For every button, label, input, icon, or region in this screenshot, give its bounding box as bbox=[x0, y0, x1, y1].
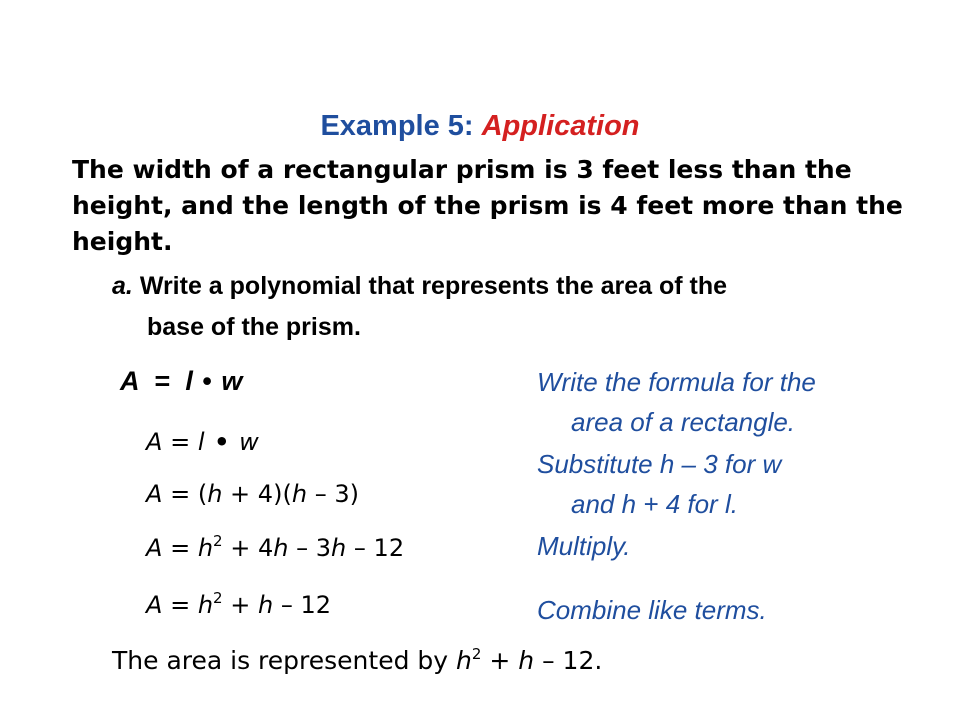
note-multiply: Multiply. bbox=[537, 531, 631, 561]
formula-w: w bbox=[221, 366, 243, 396]
slide-title bbox=[0, 110, 960, 143]
note-combine: Combine like terms. bbox=[537, 595, 767, 625]
note-formula-line-2: area of a rectangle. bbox=[571, 407, 796, 437]
formula-lhs: A bbox=[120, 366, 139, 396]
note-substitute-line-1: Substitute h – 3 for w bbox=[537, 449, 782, 479]
problem-statement: The width of a rectangular prism is 3 feet less than the height, and the length of the prism is 4 feet more than the height. bbox=[72, 155, 903, 256]
formula-equals: = bbox=[154, 366, 170, 396]
note-substitute bbox=[537, 444, 781, 524]
conclusion bbox=[112, 646, 602, 675]
step-binomial: A = (h + 4)(h – 3) bbox=[146, 480, 359, 508]
title-prefix: Example 5: bbox=[320, 110, 482, 142]
area-formula bbox=[120, 366, 242, 397]
formula-dot: • bbox=[202, 366, 212, 396]
step-simplified: $A = h^2 + h - 12$ bbox=[146, 589, 332, 619]
step-expand: $A = h^2 + 4h - 3h - 12$ bbox=[146, 532, 405, 562]
formula-l: l bbox=[185, 366, 193, 396]
title-emphasis: Application bbox=[481, 110, 640, 142]
conclusion-expr: $h^2 + h - 12$. bbox=[456, 645, 603, 675]
question-line-2: base of the prism. bbox=[147, 313, 361, 341]
note-formula bbox=[537, 362, 816, 442]
question-line-1 bbox=[112, 268, 727, 304]
conclusion-prefix: The area is represented by bbox=[112, 646, 457, 675]
note-formula-line-1: Write the formula for the bbox=[537, 367, 816, 397]
question-text-1: Write a polynomial that represents the area of the bbox=[139, 272, 727, 300]
note-substitute-line-2: and h + 4 for l. bbox=[571, 489, 738, 519]
step-substitute: A = l • w bbox=[146, 428, 259, 456]
question-label: a. bbox=[112, 272, 133, 300]
